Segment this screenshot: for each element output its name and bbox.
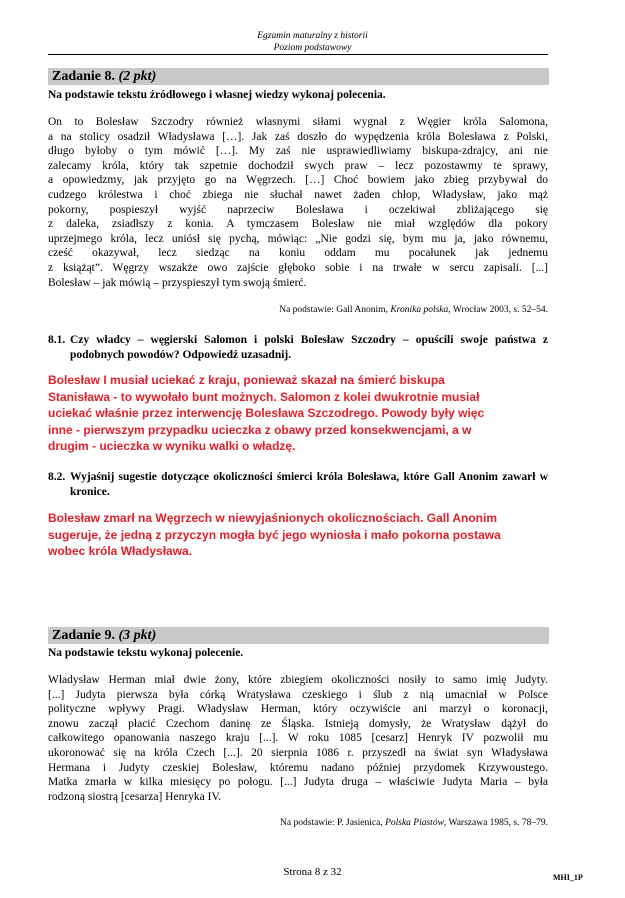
source-line: polityczne wpływy Pragi. Władysław Herman, który oczywiście ani marzył o koronacji, xyxy=(48,703,548,716)
page-header xyxy=(0,30,625,54)
source-line: długo byłoby o tym mówić […]. My zaś nie usprawiedliwiamy biskupa-zdrajcy, ani nie xyxy=(48,145,548,158)
task-8-source-reference: Na podstawie: Gall Anonim, Kronika polska, Wrocław 2003, s. 52–54. xyxy=(279,305,548,315)
source-line: [...] Judyta pierwsza była córką Wratysława czeskiego i ślub z nią umacniał w Polsce xyxy=(48,688,548,701)
source-line: cześć okazywał, lecz siedząc na koniu oddam mu pocałunek jak jednemu xyxy=(48,247,548,260)
source-book-title: Polska Piastów xyxy=(385,818,444,828)
header-divider xyxy=(48,54,548,55)
task-9-source-reference: Na podstawie: P. Jasienica, Polska Piastów, Warszawa 1985, s. 78–79. xyxy=(280,818,548,828)
question-text: Czy władcy – węgierski Salomon i polski Bolesław Szczodry – opuścili swoje państwa z podobnych powodów? Odpowiedź uzasadnij. xyxy=(70,334,548,361)
source-line: On to Bolesław Szczodry również własnymi siłami wygnał z Węgier króla Salomona, xyxy=(48,116,548,128)
source-line: znowu zaczął płacić Czechom daninę ze Śląska. Istnieją domysły, że Wratysław dążył do xyxy=(48,717,548,730)
source-line: pokorny, pospieszył wyjść naprzeciw Bolesława i oczekiwał zbliżającego się xyxy=(48,203,548,216)
answer-line: Bolesław zmarł na Węgrzech w niewyjaśnionych okolicznościach. Gall Anonim xyxy=(48,511,498,525)
answer-line: Bolesław I musiał uciekać z kraju, ponieważ skazał na śmierć biskupa xyxy=(48,373,445,387)
source-line: Matka zmarła w kilka miesięcy po połogu. [...] Judyta druga – właściwie Judyta Maria – była xyxy=(48,776,548,789)
task-9-title: Zadanie 9. xyxy=(52,628,116,643)
question-8-1 xyxy=(48,333,548,362)
source-line: ukoronować się na króla Czech [...]. 20 sierpnia 1086 r. przyszedł na świat syn Władysława xyxy=(48,746,548,759)
source-line: uprzejmego króla, lecz uniósł się pychą, mówiąc: „Nie godzi się, bym mu ja, jako równemu, xyxy=(48,232,548,245)
source-line: rodzoną siostrą [cesarza] Henryka IV. xyxy=(48,790,222,803)
source-line: Hermana i Judyty czeskiej Bolesław, któremu nadano później przydomek Krzywoustego. xyxy=(48,761,548,774)
answer-8-2[interactable] xyxy=(48,510,518,560)
task-8-title: Zadanie 8. xyxy=(52,69,116,84)
question-text: Wyjaśnij sugestie dotyczące okoliczności śmierci króla Bolesława, które Gall Anonim zawarł w kronice. xyxy=(70,471,548,498)
exam-title: Egzamin maturalny z historii xyxy=(257,31,368,41)
task-8-points: (2 pkt) xyxy=(118,69,157,84)
task-9-title-bar xyxy=(48,627,549,644)
source-line: a opowiedzmy, jak przyjęto go na Węgrzech. […] Choć bowiem jako zbieg przybywał do xyxy=(48,174,548,187)
exam-level: Poziom podstawowy xyxy=(273,43,352,53)
question-number: 8.1. xyxy=(48,334,66,346)
question-8-2 xyxy=(48,470,548,499)
answer-line: sugeruje, że jedną z przyczyn mogła być jego wyniosła i mało pokorna postawa xyxy=(48,527,501,542)
answer-8-1[interactable] xyxy=(48,372,518,455)
source-line: z książąt”. Węgrzy wszakże owo zajście głęboko sobie i na trwałe w sercu zapisali. [...] xyxy=(48,261,548,274)
answer-line: drugim - ucieczka w wyniku walki o władzę. xyxy=(48,439,296,453)
source-line: cudzego królestwa i choć zbiega nie słuchał nawet żaden chłop, Władysław, jako mąż xyxy=(48,188,548,201)
source-line: a na stolicy osadził Władysława […]. Jak zaś doszło do wypędzenia króla Bolesława z Polski, xyxy=(48,130,548,143)
source-line: zalecamy króla, który tak szpetnie dochodził swych praw – lecz pozostawmy te sprawy, xyxy=(48,159,548,172)
answer-line: inne - pierwszym przypadku ucieczka z obawy przed konsekwencjami, a w xyxy=(48,422,472,437)
source-line: Władysław Herman miał dwie żony, które zbiegiem okoliczności nosiły to samo imię Judyty. xyxy=(48,674,548,686)
task-9-points: (3 pkt) xyxy=(118,628,157,643)
source-line: z daleka, zsiadłszy z konia. A tymczasem Bolesław nie miał względów dla pokory xyxy=(48,218,548,231)
task-9-instruction: Na podstawie tekstu wykonaj polecenie. xyxy=(48,647,244,659)
page-number: Strona 8 z 32 xyxy=(283,866,342,878)
task-8-source-text xyxy=(48,115,548,290)
question-number: 8.2. xyxy=(48,471,66,483)
exam-code: MHI_1P xyxy=(553,873,583,882)
answer-line: Stanisława - to wywołało bunt możnych. Salomon z kolei dwukrotnie musiał xyxy=(48,389,480,404)
source-line: całkowitego opanowania naszego kraju [...]. W roku 1085 [cesarz] Henryk IV pozwolił mu xyxy=(48,732,548,745)
answer-line: uciekać właśnie przez interwencję Bolesława Szczodrego. Powody były więc xyxy=(48,406,485,420)
answer-line: wobec króla Władysława. xyxy=(48,544,193,558)
source-line: Bolesław – jak mówią – przyspieszył tym swoją śmierć. xyxy=(48,276,307,289)
task-8-instruction: Na podstawie tekstu źródłowego i własnej wiedzy wykonaj polecenia. xyxy=(48,89,386,101)
task-9-source-text xyxy=(48,673,548,804)
source-book-title: Kronika polska xyxy=(390,305,449,315)
task-8-title-bar xyxy=(48,68,549,85)
